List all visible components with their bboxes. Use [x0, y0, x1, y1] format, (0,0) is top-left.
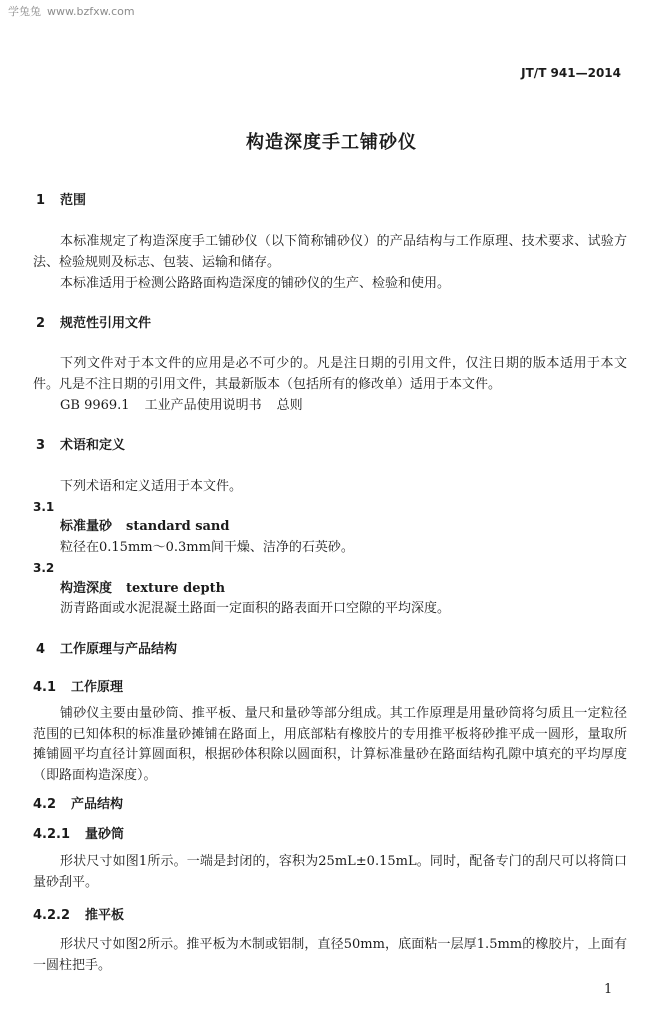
section-1-heading [33, 190, 627, 211]
reference-code: GB 9969.1 [60, 398, 130, 413]
principle-line-1: 铺砂仪主要由量砂筒、推平板、量尺和量砂等部分组成。其工作原理是用量砂筒将匀质且一定粒径 [60, 706, 627, 721]
terms-intro [33, 476, 627, 497]
section-title: 术语和定义 [60, 438, 126, 453]
term-chinese: 构造深度 [60, 580, 113, 596]
clause-number: 4.2.2 [33, 908, 71, 923]
scope-p1-line-2: 法、检验规则及标志、包装、运输和储存。 [33, 255, 281, 270]
terms-list [33, 497, 627, 619]
section-3-heading [33, 435, 627, 456]
section-number: 1 [36, 193, 46, 208]
section-number: 2 [36, 316, 46, 331]
subsection-title: 产品结构 [71, 797, 124, 812]
references-paragraph [33, 353, 627, 416]
section-4-heading [33, 639, 627, 660]
spreader-plate-line-1: 形状尺寸如图2所示。推平板为木制或铝制，直径50mm，底面粘一层厚1.5mm的橡胶片，上面有 [60, 937, 627, 952]
sand-cylinder-paragraph [33, 851, 627, 893]
scope-p2-line-1: 本标准适用于检测公路路面构造深度的铺砂仪的生产、检验和使用。 [60, 276, 451, 291]
sand-cylinder-line-1: 形状尺寸如图1所示。一端是封闭的，容积为25mL±0.15mL。同时，配备专门的刮尺可以将筒口 [60, 854, 627, 869]
reference-title: 工业产品使用说明书 [144, 398, 262, 413]
principle-line-4: （即路面构造深度）。 [33, 768, 157, 784]
subsection-number: 4.1 [33, 680, 57, 695]
page-number: 1 [604, 982, 613, 997]
standard-number: JT/T 941—2014 [521, 66, 621, 80]
section-number: 3 [36, 438, 46, 453]
term-number: 3.1 [33, 500, 55, 514]
references-line-2: 件。凡是不注日期的引用文件，其最新版本（包括所有的修改单）适用于本文件。 [33, 377, 502, 392]
clause-title: 量砂筒 [85, 827, 125, 842]
reference-part: 总则 [276, 398, 303, 413]
term-english: texture depth [126, 580, 226, 596]
subsection-number: 4.2 [33, 797, 57, 812]
section-title: 范围 [60, 193, 87, 208]
section-2-heading [33, 313, 627, 334]
term-english: standard sand [126, 519, 230, 535]
scope-paragraph-2 [33, 273, 627, 294]
clause-4-2-2-heading [33, 905, 627, 926]
principle-line-2: 范围的已知体积的标准量砂摊铺在路面上，用底部粘有橡胶片的专用推平板将砂推平成一圆形，量取所 [33, 726, 627, 742]
term-chinese: 标准量砂 [60, 519, 113, 535]
scope-paragraph-1 [33, 231, 627, 273]
watermark-url: www.bzfxw.com [47, 5, 135, 18]
terms-intro-line: 下列术语和定义适用于本文件。 [60, 479, 243, 494]
principle-line-3: 摊铺圆平均直径计算圆面积，根据砂体积除以圆面积，计算标准量砂在路面结构孔隙中填充的平均厚度 [33, 747, 627, 763]
watermark [8, 4, 135, 20]
term-definition: 粒径在0.15mm～0.3mm间干燥、洁净的石英砂。 [60, 539, 354, 555]
scope-p1-line-1: 本标准规定了构造深度手工铺砂仪（以下简称铺砂仪）的产品结构与工作原理、技术要求、试验方 [60, 234, 627, 249]
clause-number: 4.2.1 [33, 827, 71, 842]
clause-4-2-1-heading [33, 824, 627, 845]
section-title: 工作原理与产品结构 [60, 642, 178, 657]
section-number: 4 [36, 642, 46, 657]
spreader-plate-paragraph [33, 934, 627, 976]
term-definition: 沥青路面或水泥混凝土路面一定面积的路表面开口空隙的平均深度。 [60, 600, 451, 616]
subsection-4-2-heading [33, 794, 627, 815]
spreader-plate-line-2: 一圆柱把手。 [33, 958, 112, 973]
subsection-4-1-heading [33, 677, 627, 698]
term-number: 3.2 [33, 561, 55, 576]
references-line-1: 下列文件对于本文件的应用是必不可少的。凡是注日期的引用文件，仅注日期的版本适用于本文 [60, 356, 627, 371]
sand-cylinder-line-2: 量砂刮平。 [33, 875, 99, 890]
term-entry [33, 517, 627, 537]
principle-paragraph [33, 704, 627, 787]
subsection-title: 工作原理 [71, 680, 124, 695]
watermark-brand: 学兔兔 [8, 5, 41, 18]
clause-title: 推平板 [85, 908, 125, 923]
document-title: 构造深度手工铺砂仪 [246, 132, 417, 153]
section-title: 规范性引用文件 [60, 316, 152, 331]
reference-entry [33, 395, 627, 416]
term-entry [33, 579, 627, 599]
